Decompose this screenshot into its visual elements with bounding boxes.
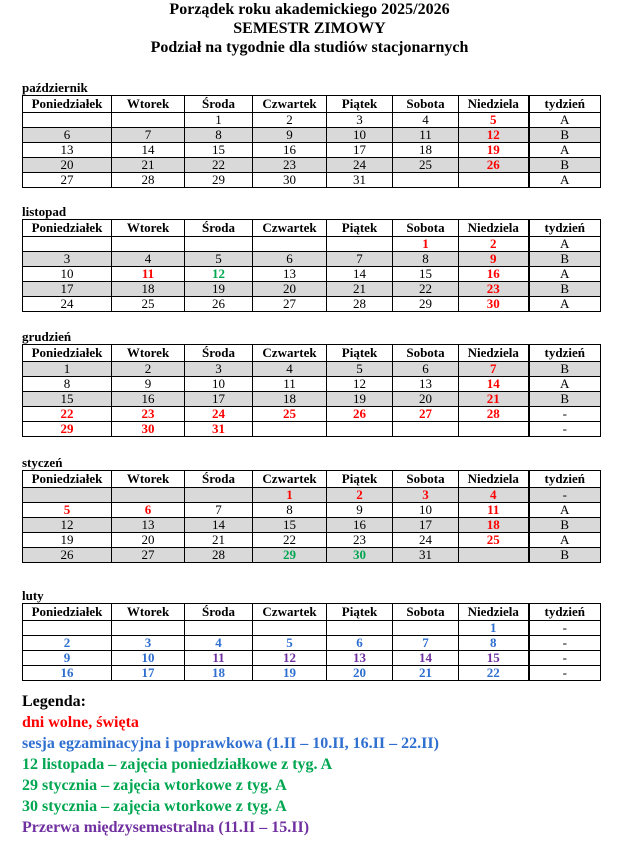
header-row (23, 471, 601, 488)
day-cell: 11 (185, 651, 253, 666)
day-cell: 22 (459, 666, 529, 681)
week-row (23, 503, 601, 518)
header-row (23, 604, 601, 621)
week-row (23, 377, 601, 392)
day-cell (393, 621, 459, 636)
day-cell: 28 (185, 548, 253, 563)
day-cell (393, 173, 459, 188)
week-type-cell: A (529, 143, 601, 158)
day-cell: 3 (393, 488, 459, 503)
head-thursday: Czwartek (253, 471, 327, 488)
head-monday: Poniedziałek (23, 220, 112, 237)
day-cell: 9 (253, 128, 327, 143)
week-row (23, 666, 601, 681)
day-cell: 9 (327, 503, 393, 518)
day-cell (459, 548, 529, 563)
head-sunday: Niedziela (459, 345, 529, 362)
day-cell: 2 (112, 362, 185, 377)
head-sunday: Niedziela (459, 96, 529, 113)
week-row (23, 158, 601, 173)
week-row (23, 533, 601, 548)
day-cell: 17 (327, 143, 393, 158)
day-cell: 19 (459, 143, 529, 158)
day-cell: 20 (23, 158, 112, 173)
head-tuesday: Wtorek (112, 604, 185, 621)
day-cell: 20 (393, 392, 459, 407)
day-cell: 6 (393, 362, 459, 377)
day-cell: 5 (459, 113, 529, 128)
day-cell: 7 (185, 503, 253, 518)
day-cell: 30 (112, 422, 185, 437)
day-cell: 28 (327, 297, 393, 312)
week-type-cell: - (529, 636, 601, 651)
day-cell: 31 (327, 173, 393, 188)
head-saturday: Sobota (393, 220, 459, 237)
day-cell: 21 (112, 158, 185, 173)
day-cell (112, 237, 185, 252)
head-monday: Poniedziałek (23, 345, 112, 362)
month-block (22, 81, 600, 188)
day-cell: 21 (393, 666, 459, 681)
day-cell: 26 (23, 548, 112, 563)
day-cell: 25 (393, 158, 459, 173)
week-type-cell: - (529, 651, 601, 666)
day-cell: 9 (112, 377, 185, 392)
day-cell (23, 621, 112, 636)
head-monday: Poniedziałek (23, 96, 112, 113)
day-cell (393, 422, 459, 437)
day-cell: 16 (327, 518, 393, 533)
day-cell: 15 (393, 267, 459, 282)
week-type-cell: - (529, 407, 601, 422)
week-row (23, 621, 601, 636)
week-row (23, 362, 601, 377)
legend-item-break: Przerwa międzysemestralna (11.II – 15.II) (22, 819, 310, 836)
month-block (22, 205, 600, 312)
day-cell: 11 (393, 128, 459, 143)
day-cell: 20 (327, 666, 393, 681)
day-cell: 18 (393, 143, 459, 158)
week-type-cell: A (529, 267, 601, 282)
day-cell: 24 (327, 158, 393, 173)
day-cell: 10 (112, 651, 185, 666)
month-name: grudzień (22, 329, 72, 344)
day-cell: 15 (23, 392, 112, 407)
day-cell: 31 (393, 548, 459, 563)
week-type-cell: B (529, 548, 601, 563)
week-row (23, 518, 601, 533)
day-cell: 5 (253, 636, 327, 651)
head-thursday: Czwartek (253, 96, 327, 113)
day-cell: 12 (459, 128, 529, 143)
month-block (22, 456, 600, 563)
day-cell: 12 (185, 267, 253, 282)
day-cell: 11 (112, 267, 185, 282)
head-week: tydzień (529, 96, 601, 113)
day-cell: 16 (253, 143, 327, 158)
head-week: tydzień (529, 604, 601, 621)
day-cell (23, 237, 112, 252)
day-cell: 8 (185, 128, 253, 143)
month-name: styczeń (22, 455, 63, 470)
month-table (22, 344, 601, 437)
day-cell: 31 (185, 422, 253, 437)
day-cell: 7 (327, 252, 393, 267)
day-cell: 4 (112, 252, 185, 267)
head-week: tydzień (529, 345, 601, 362)
day-cell: 23 (253, 158, 327, 173)
day-cell: 1 (253, 488, 327, 503)
day-cell: 16 (112, 392, 185, 407)
week-row (23, 113, 601, 128)
day-cell: 5 (327, 362, 393, 377)
legend (22, 691, 439, 838)
day-cell (327, 621, 393, 636)
day-cell (185, 621, 253, 636)
day-cell: 7 (459, 362, 529, 377)
day-cell: 2 (23, 636, 112, 651)
head-friday: Piątek (327, 96, 393, 113)
day-cell: 18 (253, 392, 327, 407)
day-cell: 30 (327, 548, 393, 563)
day-cell (112, 488, 185, 503)
month-table (22, 95, 601, 188)
day-cell: 14 (185, 518, 253, 533)
head-week: tydzień (529, 471, 601, 488)
month-block (22, 589, 600, 681)
day-cell: 26 (459, 158, 529, 173)
week-row (23, 252, 601, 267)
day-cell (327, 422, 393, 437)
day-cell: 27 (393, 407, 459, 422)
day-cell (459, 173, 529, 188)
day-cell: 7 (393, 636, 459, 651)
head-saturday: Sobota (393, 604, 459, 621)
day-cell: 29 (393, 297, 459, 312)
day-cell: 6 (112, 503, 185, 518)
week-type-cell: A (529, 533, 601, 548)
day-cell: 26 (185, 297, 253, 312)
day-cell: 9 (459, 252, 529, 267)
month-name: listopad (22, 204, 67, 219)
header-row (23, 220, 601, 237)
day-cell: 10 (327, 128, 393, 143)
day-cell: 16 (459, 267, 529, 282)
day-cell: 18 (185, 666, 253, 681)
day-cell: 4 (459, 488, 529, 503)
day-cell: 17 (23, 282, 112, 297)
day-cell: 21 (327, 282, 393, 297)
month-name: październik (22, 80, 88, 95)
head-monday: Poniedziałek (23, 604, 112, 621)
day-cell: 21 (459, 392, 529, 407)
week-row (23, 548, 601, 563)
week-row (23, 237, 601, 252)
day-cell: 3 (327, 113, 393, 128)
week-type-cell: - (529, 488, 601, 503)
header (0, 0, 619, 57)
day-cell: 3 (23, 252, 112, 267)
day-cell: 15 (185, 143, 253, 158)
day-cell: 25 (112, 297, 185, 312)
head-monday: Poniedziałek (23, 471, 112, 488)
day-cell: 8 (23, 377, 112, 392)
week-row (23, 488, 601, 503)
day-cell: 1 (393, 237, 459, 252)
title-line-3: Podział na tygodnie dla studiów stacjonarnych (150, 39, 469, 56)
week-type-cell: - (529, 666, 601, 681)
week-type-cell: B (529, 252, 601, 267)
day-cell: 5 (185, 252, 253, 267)
day-cell: 23 (112, 407, 185, 422)
week-row (23, 173, 601, 188)
day-cell: 9 (23, 651, 112, 666)
head-thursday: Czwartek (253, 220, 327, 237)
day-cell: 15 (253, 518, 327, 533)
day-cell: 19 (253, 666, 327, 681)
day-cell (112, 113, 185, 128)
day-cell: 12 (327, 377, 393, 392)
day-cell: 17 (185, 392, 253, 407)
week-row (23, 143, 601, 158)
day-cell: 18 (459, 518, 529, 533)
week-type-cell: B (529, 518, 601, 533)
day-cell: 5 (23, 503, 112, 518)
day-cell: 29 (185, 173, 253, 188)
day-cell: 24 (23, 297, 112, 312)
day-cell: 2 (459, 237, 529, 252)
week-type-cell: B (529, 282, 601, 297)
month-table (22, 470, 601, 563)
week-type-cell: - (529, 621, 601, 636)
week-row (23, 128, 601, 143)
legend-title: Legenda: (22, 693, 86, 710)
day-cell: 12 (23, 518, 112, 533)
day-cell: 7 (112, 128, 185, 143)
head-wednesday: Środa (185, 471, 253, 488)
day-cell: 25 (459, 533, 529, 548)
day-cell: 3 (185, 362, 253, 377)
head-saturday: Sobota (393, 345, 459, 362)
day-cell: 27 (253, 297, 327, 312)
day-cell: 3 (112, 636, 185, 651)
day-cell: 26 (327, 407, 393, 422)
week-row (23, 392, 601, 407)
week-row (23, 407, 601, 422)
legend-item-nov-12: 12 listopada – zajęcia poniedziałkowe z tyg. A (22, 756, 333, 773)
day-cell: 13 (393, 377, 459, 392)
head-friday: Piątek (327, 345, 393, 362)
day-cell (253, 237, 327, 252)
day-cell: 14 (393, 651, 459, 666)
day-cell: 19 (23, 533, 112, 548)
month-table (22, 219, 601, 312)
day-cell: 8 (459, 636, 529, 651)
day-cell: 13 (23, 143, 112, 158)
legend-item-holidays: dni wolne, święta (22, 714, 139, 731)
day-cell (459, 422, 529, 437)
day-cell (23, 113, 112, 128)
day-cell: 6 (253, 252, 327, 267)
week-row (23, 282, 601, 297)
day-cell (327, 237, 393, 252)
day-cell: 10 (185, 377, 253, 392)
week-type-cell: B (529, 128, 601, 143)
head-week: tydzień (529, 220, 601, 237)
day-cell: 21 (185, 533, 253, 548)
day-cell: 22 (23, 407, 112, 422)
month-table (22, 603, 601, 681)
day-cell: 20 (253, 282, 327, 297)
legend-item-exam-session: sesja egzaminacyjna i poprawkowa (1.II – 10.II, 16.II – 22.II) (22, 735, 439, 752)
day-cell: 10 (393, 503, 459, 518)
week-row (23, 651, 601, 666)
day-cell: 13 (253, 267, 327, 282)
header-row (23, 345, 601, 362)
day-cell: 8 (393, 252, 459, 267)
day-cell: 24 (393, 533, 459, 548)
day-cell: 8 (253, 503, 327, 518)
day-cell: 30 (459, 297, 529, 312)
head-thursday: Czwartek (253, 345, 327, 362)
head-tuesday: Wtorek (112, 220, 185, 237)
header-row (23, 96, 601, 113)
day-cell: 1 (459, 621, 529, 636)
day-cell: 14 (459, 377, 529, 392)
legend-item-jan-30: 30 stycznia – zajęcia wtorkowe z tyg. A (22, 798, 287, 815)
day-cell: 14 (112, 143, 185, 158)
head-tuesday: Wtorek (112, 471, 185, 488)
head-saturday: Sobota (393, 96, 459, 113)
week-row (23, 636, 601, 651)
day-cell: 27 (112, 548, 185, 563)
day-cell: 2 (327, 488, 393, 503)
head-friday: Piątek (327, 471, 393, 488)
day-cell: 13 (112, 518, 185, 533)
week-type-cell: A (529, 237, 601, 252)
day-cell: 15 (459, 651, 529, 666)
day-cell: 14 (327, 267, 393, 282)
day-cell: 23 (327, 533, 393, 548)
day-cell: 22 (393, 282, 459, 297)
day-cell: 27 (23, 173, 112, 188)
week-type-cell: A (529, 113, 601, 128)
week-type-cell: B (529, 392, 601, 407)
month-block (22, 330, 600, 437)
week-type-cell: A (529, 503, 601, 518)
day-cell: 4 (393, 113, 459, 128)
day-cell (112, 621, 185, 636)
head-friday: Piątek (327, 604, 393, 621)
day-cell: 19 (327, 392, 393, 407)
day-cell: 17 (393, 518, 459, 533)
day-cell: 19 (185, 282, 253, 297)
title-line-1: Porządek roku akademickiego 2025/2026 (169, 1, 450, 18)
week-type-cell: B (529, 362, 601, 377)
day-cell: 28 (459, 407, 529, 422)
day-cell: 4 (185, 636, 253, 651)
day-cell: 22 (253, 533, 327, 548)
head-wednesday: Środa (185, 220, 253, 237)
day-cell: 10 (23, 267, 112, 282)
week-row (23, 267, 601, 282)
day-cell: 6 (23, 128, 112, 143)
day-cell: 4 (253, 362, 327, 377)
day-cell: 2 (253, 113, 327, 128)
day-cell: 25 (253, 407, 327, 422)
head-sunday: Niedziela (459, 220, 529, 237)
head-saturday: Sobota (393, 471, 459, 488)
day-cell: 13 (327, 651, 393, 666)
day-cell: 1 (23, 362, 112, 377)
day-cell: 11 (253, 377, 327, 392)
day-cell: 28 (112, 173, 185, 188)
day-cell (253, 621, 327, 636)
week-type-cell: A (529, 297, 601, 312)
legend-item-jan-29: 29 stycznia – zajęcia wtorkowe z tyg. A (22, 777, 287, 794)
title-line-2: SEMESTR ZIMOWY (233, 20, 386, 37)
week-row (23, 297, 601, 312)
day-cell: 23 (459, 282, 529, 297)
week-type-cell: A (529, 173, 601, 188)
head-sunday: Niedziela (459, 604, 529, 621)
day-cell: 12 (253, 651, 327, 666)
day-cell (185, 488, 253, 503)
day-cell: 29 (253, 548, 327, 563)
head-wednesday: Środa (185, 604, 253, 621)
week-row (23, 422, 601, 437)
day-cell (185, 237, 253, 252)
day-cell: 1 (185, 113, 253, 128)
day-cell: 17 (112, 666, 185, 681)
day-cell: 29 (23, 422, 112, 437)
head-wednesday: Środa (185, 96, 253, 113)
week-type-cell: A (529, 377, 601, 392)
month-name: luty (22, 588, 44, 603)
day-cell: 20 (112, 533, 185, 548)
day-cell: 18 (112, 282, 185, 297)
week-type-cell: - (529, 422, 601, 437)
head-thursday: Czwartek (253, 604, 327, 621)
head-friday: Piątek (327, 220, 393, 237)
day-cell: 22 (185, 158, 253, 173)
day-cell: 24 (185, 407, 253, 422)
head-tuesday: Wtorek (112, 345, 185, 362)
head-sunday: Niedziela (459, 471, 529, 488)
week-type-cell: B (529, 158, 601, 173)
day-cell (253, 422, 327, 437)
head-tuesday: Wtorek (112, 96, 185, 113)
day-cell: 6 (327, 636, 393, 651)
day-cell (23, 488, 112, 503)
day-cell: 11 (459, 503, 529, 518)
day-cell: 30 (253, 173, 327, 188)
day-cell: 16 (23, 666, 112, 681)
head-wednesday: Środa (185, 345, 253, 362)
